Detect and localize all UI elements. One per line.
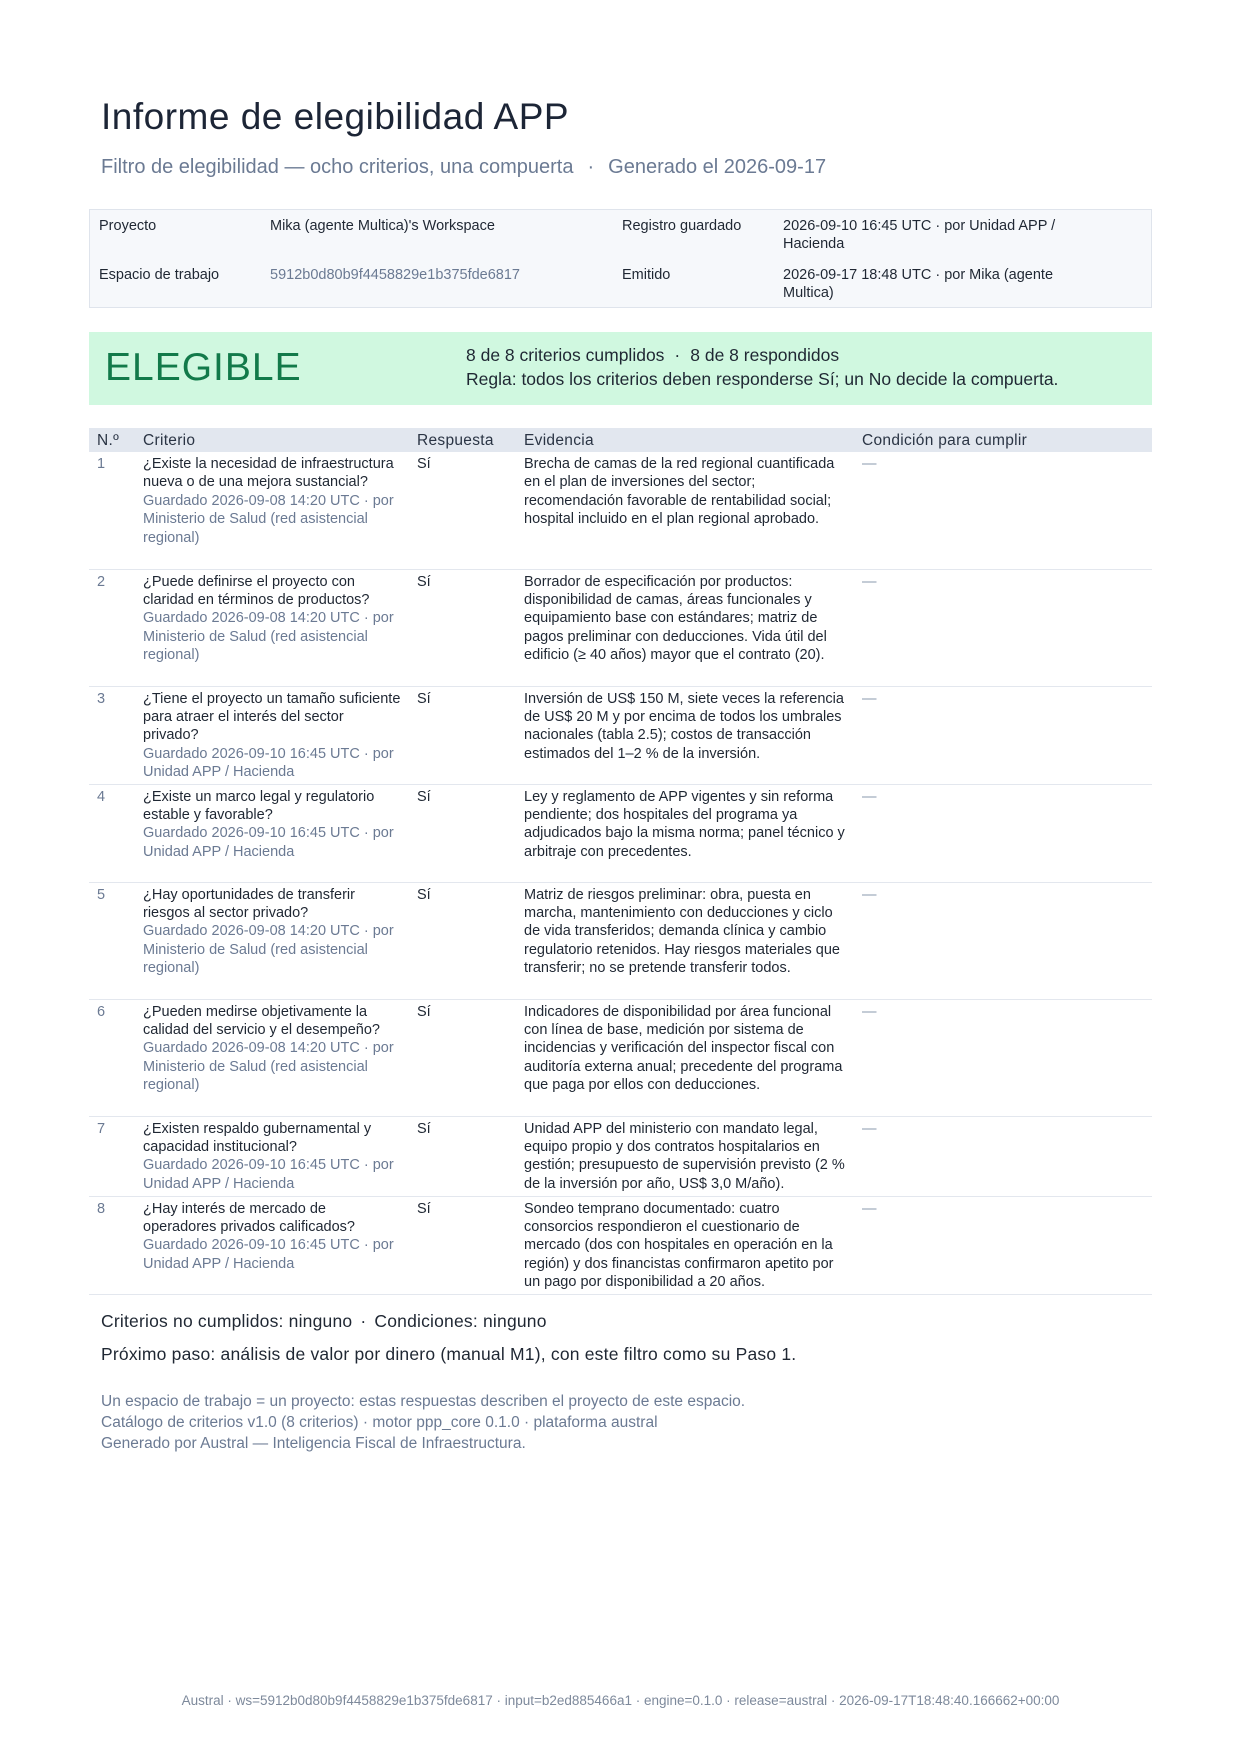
- table-row: [89, 686, 1152, 784]
- metadata-panel: [89, 209, 1152, 308]
- verdict-dot: ·: [674, 345, 681, 365]
- criterion-saved: Guardado 2026-09-10 16:45 UTC · por Unidad APP / Hacienda: [143, 825, 394, 860]
- issued-value: 2026-09-17 18:48 UTC · por Mika (agente Multica): [783, 267, 1054, 301]
- condition-cell: —: [854, 882, 1152, 999]
- criterion-saved: Guardado 2026-09-10 16:45 UTC · por Unidad APP / Hacienda: [143, 1157, 394, 1192]
- criterion-saved: Guardado 2026-09-08 14:20 UTC · por Ministerio de Salud (red asistencial regional): [143, 610, 394, 664]
- condition-cell: —: [854, 784, 1152, 882]
- answer-cell: Sí: [409, 452, 516, 569]
- project-value: Mika (agente Multica)'s Workspace: [270, 218, 495, 234]
- condition-cell: —: [854, 999, 1152, 1116]
- criterion-saved: Guardado 2026-09-10 16:45 UTC · por Unidad APP / Hacienda: [143, 745, 394, 781]
- row-number: 7: [89, 1116, 135, 1196]
- summary-line: [101, 1311, 547, 1332]
- condition-cell: —: [854, 452, 1152, 569]
- criterion-question: ¿Tiene el proyecto un tamaño suficiente para atraer el interés del sector privado?: [143, 690, 401, 744]
- criterion-cell: [135, 882, 409, 999]
- col-header-criterion: Criterio: [135, 428, 409, 452]
- subtitle-separator: ·: [587, 156, 595, 178]
- evidence-cell: Indicadores de disponibilidad por área funcional con línea de base, medición por sistema de incidencias y verificación del inspector fiscal con auditoría externa anual; precedente del programa que paga por ellos con deducciones.: [516, 999, 854, 1116]
- evidence-cell: Brecha de camas de la red regional cuantificada en el plan de inversiones del sector; recomendación favorable de rentabilidad social; hospital incluido en el plan regional aprobado.: [516, 452, 854, 569]
- saved-value: 2026-09-10 16:45 UTC · por Unidad APP / Hacienda: [783, 218, 1056, 252]
- answer-cell: Sí: [409, 569, 516, 686]
- criterion-question: ¿Existen respaldo gubernamental y capacidad institucional?: [143, 1120, 372, 1155]
- criterion-cell: [135, 999, 409, 1116]
- criterion-saved: Guardado 2026-09-08 14:20 UTC · por Ministerio de Salud (red asistencial regional): [143, 923, 394, 977]
- verdict-banner: [89, 332, 1152, 405]
- evidence-cell: Ley y reglamento de APP vigentes y sin reforma pendiente; dos hospitales del programa ya adjudicados bajo la misma norma; panel técnico y arbitraje con precedentes.: [516, 784, 854, 882]
- evidence-cell: Unidad APP del ministerio con mandato legal, equipo propio y dos contratos hospitalarios en gestión; presupuesto de supervisión previsto (2 % de la inversión por año, US$ 3,0 M/año).: [516, 1116, 854, 1196]
- criterion-cell: [135, 686, 409, 784]
- criterion-question: ¿Pueden medirse objetivamente la calidad del servicio y el desempeño?: [143, 1003, 380, 1038]
- verdict-label: ELEGIBLE: [105, 346, 302, 389]
- evidence-cell: Matriz de riesgos preliminar: obra, puesta en marcha, mantenimiento con deducciones y ciclo de vida transferidos; demanda clínica y cambio regulatorio retenidos. Hay riesgos materiales que transferir; no se pretende transferir todos.: [516, 882, 854, 999]
- table-row: [89, 784, 1152, 882]
- col-header-condition: Condición para cumplir: [854, 428, 1152, 452]
- unmet-criteria: Criterios no cumplidos: ninguno: [101, 1311, 353, 1331]
- answer-cell: Sí: [409, 784, 516, 882]
- criterion-saved: Guardado 2026-09-10 16:45 UTC · por Unidad APP / Hacienda: [143, 1237, 394, 1272]
- table-row: [89, 1116, 1152, 1196]
- answer-cell: Sí: [409, 1116, 516, 1196]
- condition-cell: —: [854, 1196, 1152, 1294]
- evidence-cell: Inversión de US$ 150 M, siete veces la referencia de US$ 20 M y por encima de todos los umbrales nacionales (tabla 2.5); costos de transacción estimados del 1–2 % de la inversión.: [516, 686, 854, 784]
- table-row: [89, 882, 1152, 999]
- criteria-table: [89, 428, 1152, 1295]
- answer-cell: Sí: [409, 686, 516, 784]
- criterion-question: ¿Hay interés de mercado de operadores privados calificados?: [143, 1200, 355, 1235]
- generated-date: Generado el 2026-09-17: [608, 156, 827, 178]
- conditions-summary: Condiciones: ninguno: [374, 1311, 547, 1331]
- row-number: 6: [89, 999, 135, 1116]
- table-row: [89, 999, 1152, 1116]
- row-number: 2: [89, 569, 135, 686]
- row-number: 5: [89, 882, 135, 999]
- table-row: [89, 569, 1152, 686]
- criterion-cell: [135, 1196, 409, 1294]
- criterion-question: ¿Existe un marco legal y regulatorio estable y favorable?: [143, 788, 375, 823]
- workspace-label: Espacio de trabajo: [99, 267, 220, 283]
- row-number: 4: [89, 784, 135, 882]
- table-row: [89, 452, 1152, 569]
- issued-label: Emitido: [622, 267, 671, 283]
- criteria-answered: 8 de 8 respondidos: [690, 345, 840, 365]
- project-label: Proyecto: [99, 218, 157, 234]
- condition-cell: —: [854, 686, 1152, 784]
- row-number: 8: [89, 1196, 135, 1294]
- criteria-met: 8 de 8 criterios cumplidos: [466, 345, 665, 365]
- condition-cell: —: [854, 1116, 1152, 1196]
- page-subtitle: [101, 156, 826, 179]
- table-row: [89, 1196, 1152, 1294]
- note-line: Un espacio de trabajo = un proyecto: estas respuestas describen el proyecto de este espacio.: [101, 1393, 746, 1410]
- next-step: Próximo paso: análisis de valor por dinero (manual M1), con este filtro como su Paso 1.: [101, 1344, 797, 1364]
- col-header-evidence: Evidencia: [516, 428, 854, 452]
- criterion-cell: [135, 569, 409, 686]
- subtitle-text: Filtro de elegibilidad — ocho criterios, una compuerta: [101, 156, 574, 178]
- page-title: Informe de elegibilidad APP: [101, 96, 570, 137]
- criterion-question: ¿Puede definirse el proyecto con claridad en términos de productos?: [143, 573, 370, 608]
- criterion-cell: [135, 452, 409, 569]
- col-header-answer: Respuesta: [409, 428, 516, 452]
- criterion-question: ¿Existe la necesidad de infraestructura nueva o de una mejora sustancial?: [143, 456, 394, 491]
- summary-dot: ·: [360, 1311, 367, 1331]
- answer-cell: Sí: [409, 882, 516, 999]
- row-number: 1: [89, 452, 135, 569]
- verdict-counts: [466, 345, 839, 366]
- criterion-saved: Guardado 2026-09-08 14:20 UTC · por Ministerio de Salud (red asistencial regional): [143, 492, 394, 546]
- evidence-cell: Sondeo temprano documentado: cuatro consorcios respondieron el cuestionario de mercado (dos con hospitales en operación en la región) y dos financistas confirmaron apetito por un pago por disponibilidad a 20 años.: [516, 1196, 854, 1294]
- workspace-id[interactable]: 5912b0d80b9f4458829e1b375fde6817: [270, 267, 520, 283]
- criterion-saved: Guardado 2026-09-08 14:20 UTC · por Ministerio de Salud (red asistencial regional): [143, 1040, 394, 1094]
- report-notes: [101, 1391, 745, 1454]
- answer-cell: Sí: [409, 1196, 516, 1294]
- condition-cell: —: [854, 569, 1152, 686]
- note-line: Generado por Austral — Inteligencia Fiscal de Infraestructura.: [101, 1435, 526, 1452]
- criteria-header-row: [89, 428, 1152, 452]
- row-number: 3: [89, 686, 135, 784]
- col-header-num: N.º: [89, 428, 135, 452]
- page-footer: Austral · ws=5912b0d80b9f4458829e1b375fde6817 · input=b2ed885466a1 · engine=0.1.0 · release=austral · 2026-09-17T18:48:40.166662+00:00: [181, 1693, 1060, 1708]
- saved-label: Registro guardado: [622, 218, 742, 234]
- answer-cell: Sí: [409, 999, 516, 1116]
- note-line: Catálogo de criterios v1.0 (8 criterios) · motor ppp_core 0.1.0 · plataforma austral: [101, 1414, 658, 1431]
- evidence-cell: Borrador de especificación por productos: disponibilidad de camas, áreas funcionales y equipamiento base con estándares; matriz de pagos preliminar con deducciones. Vida útil del edificio (≥ 40 años) mayor que el contrato (20).: [516, 569, 854, 686]
- verdict-rule: Regla: todos los criterios deben responderse Sí; un No decide la compuerta.: [466, 369, 1059, 389]
- criterion-cell: [135, 784, 409, 882]
- criterion-question: ¿Hay oportunidades de transferir riesgos al sector privado?: [143, 886, 355, 921]
- criterion-cell: [135, 1116, 409, 1196]
